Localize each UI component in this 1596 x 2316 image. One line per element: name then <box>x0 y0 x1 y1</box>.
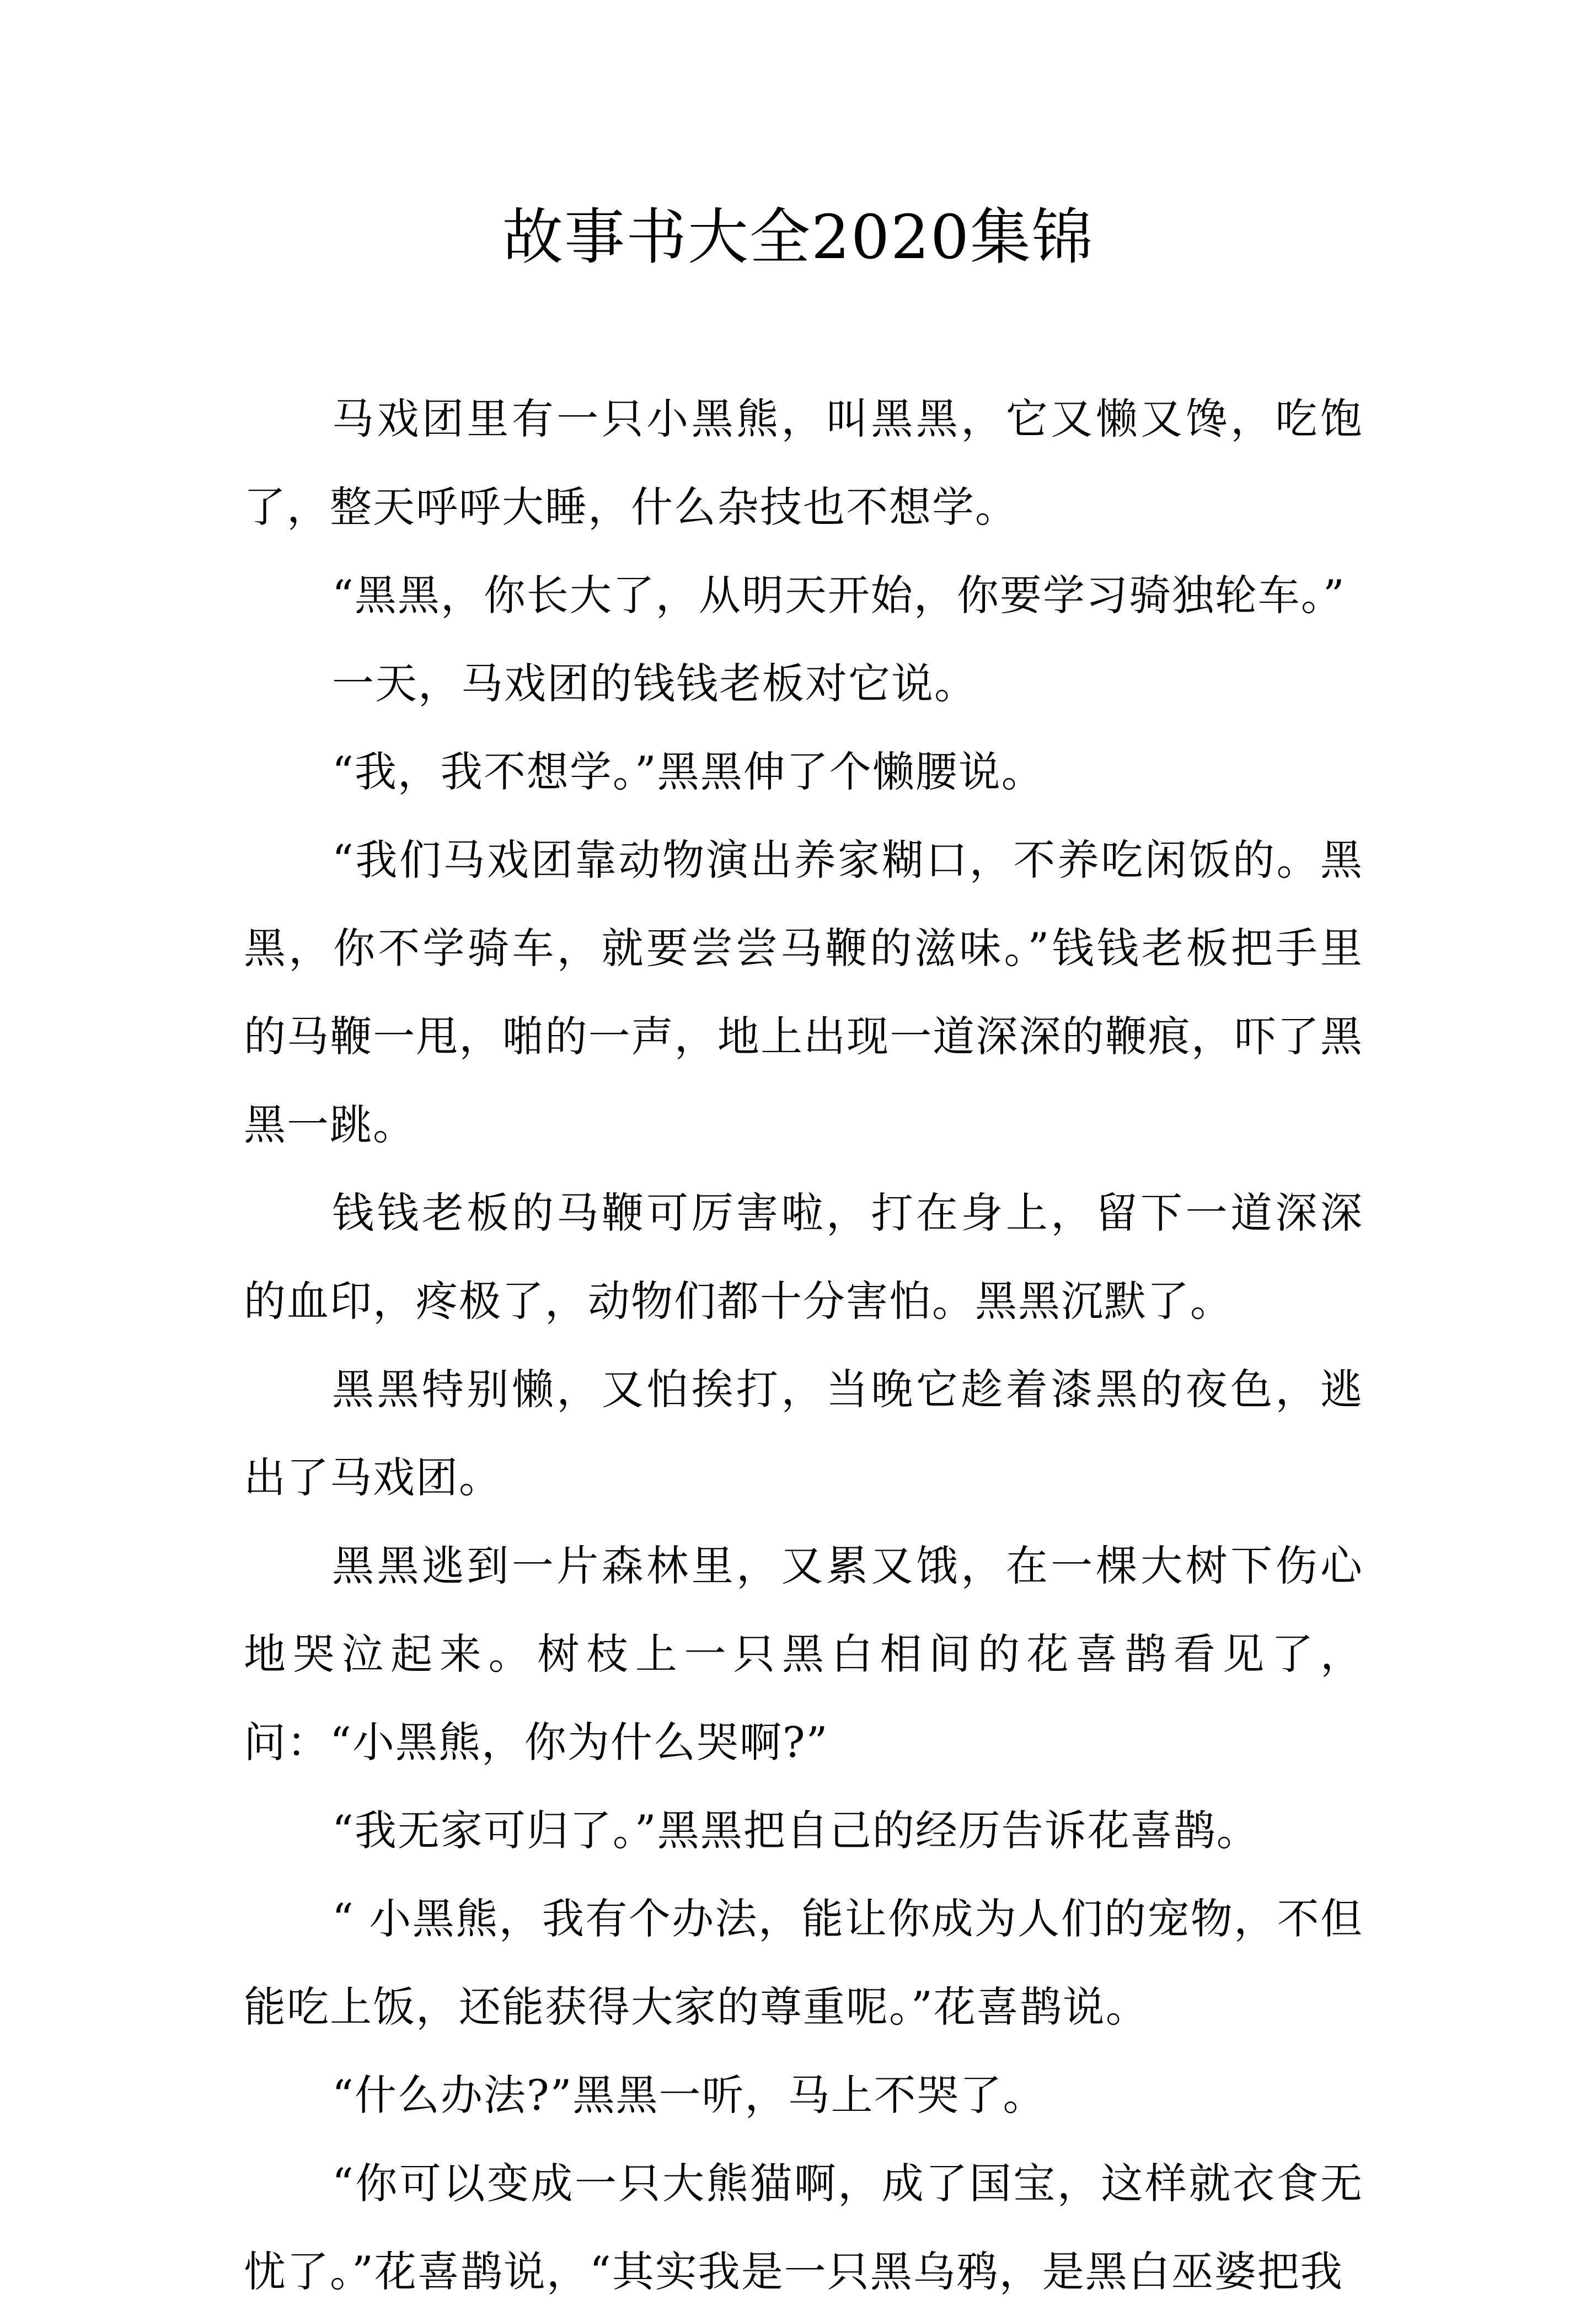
document-title: 故事书大全2020集锦 <box>502 202 1094 272</box>
paragraph: “ 小黑熊，我有个办法，能让你成为人们的宠物，不但能吃上饭，还能获得大家的尊重呢。”花喜鹊说。 <box>244 1894 1363 2031</box>
paragraph: 钱钱老板的马鞭可厉害啦，打在身上，留下一道深深的血印，疼极了，动物们都十分害怕。黑黑沉默了。 <box>244 1188 1363 1326</box>
paragraph: 马戏团里有一只小黑熊，叫黑黑，它又懒又馋，吃饱了，整天呼呼大睡，什么杂技也不想学。 <box>244 394 1363 532</box>
paragraph: “什么办法?”黑黑一听，马上不哭了。 <box>332 2071 1046 2120</box>
paragraph: “我，我不想学。”黑黑伸了个懒腰说。 <box>332 747 1045 796</box>
paragraph: “我们马戏团靠动物演出养家糊口，不养吃闲饭的。黑黑，你不学骑车，就要尝尝马鞭的滋味。”钱钱老板把手里的马鞭一甩，啪的一声，地上出现一道深深的鞭痕，吓了黑黑一跳。 <box>244 835 1363 1149</box>
paragraph: 黑黑特别懒，又怕挨打，当晚它趁着漆黑的夜色，逃出了马戏团。 <box>244 1365 1363 1502</box>
document-body <box>244 375 1363 2316</box>
paragraph: “你可以变成一只大熊猫啊，成了国宝，这样就衣食无忧了。”花喜鹊说，“其实我是一只黑乌鸦，是黑白巫婆把我 <box>244 2159 1363 2296</box>
paragraph: “我无家可归了。”黑黑把自己的经历告诉花喜鹊。 <box>332 1806 1260 1855</box>
paragraph: “黑黑，你长大了，从明天开始，你要学习骑独轮车。” <box>332 571 1346 620</box>
paragraph: 黑黑逃到一片森林里，又累又饿，在一棵大树下伤心地哭泣起来。树枝上一只黑白相间的花喜鹊看见了，问：“小黑熊，你为什么哭啊?” <box>244 1541 1363 1767</box>
paragraph: 一天，马戏团的钱钱老板对它说。 <box>332 659 977 708</box>
